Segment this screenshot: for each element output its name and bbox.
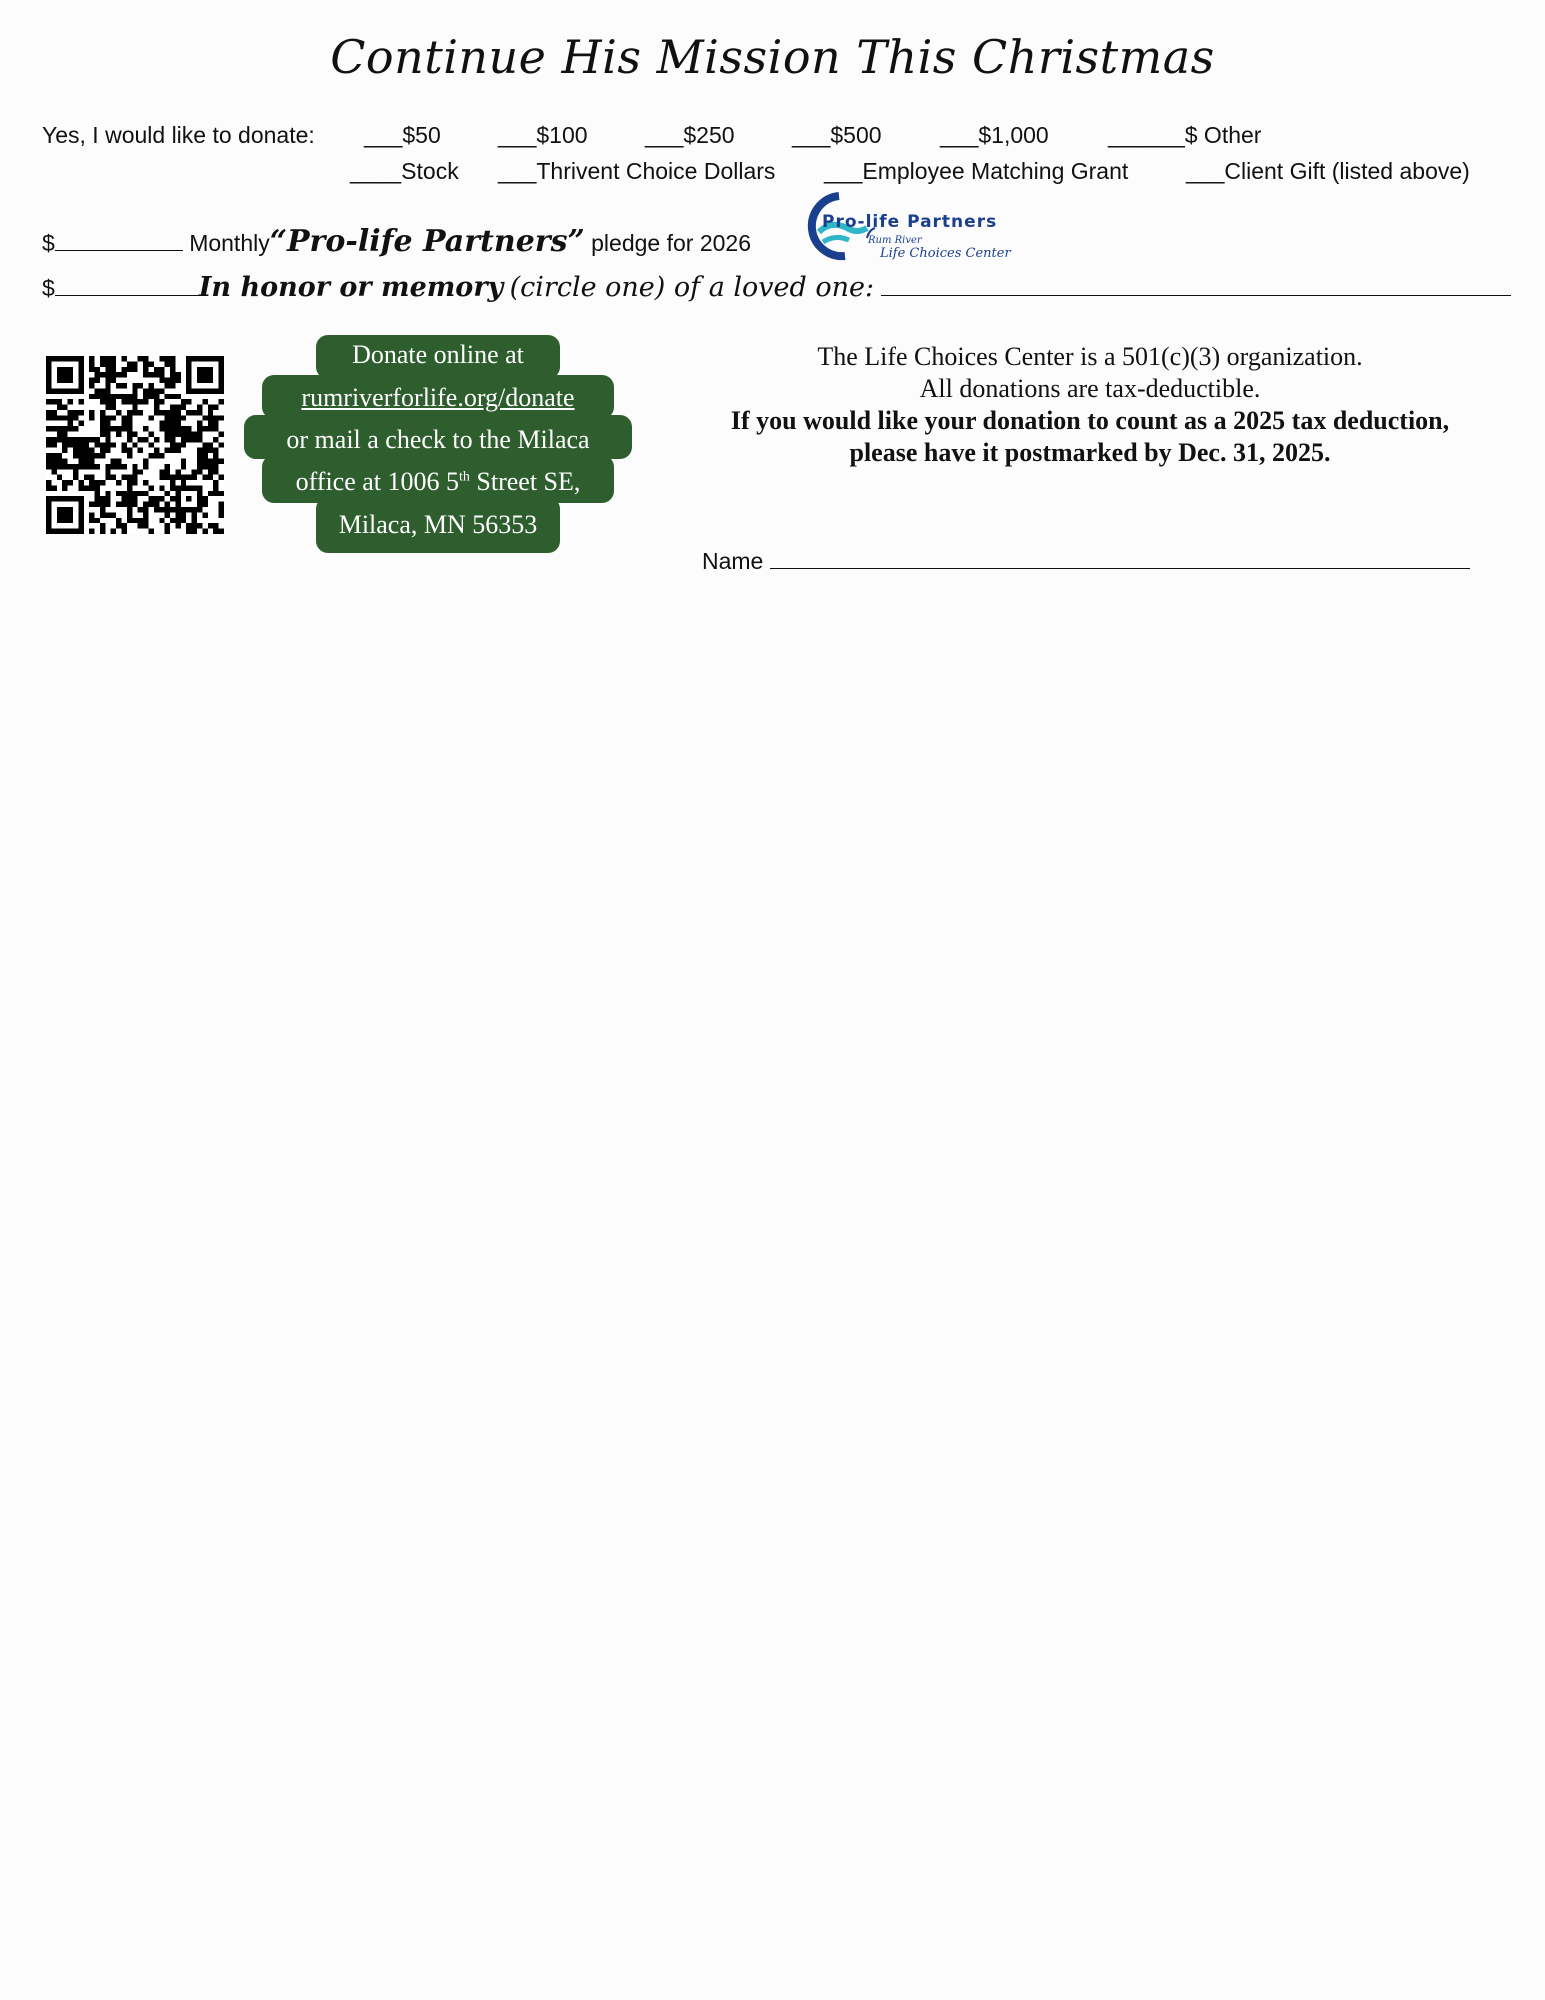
address-street-suffix: Street SE, (469, 467, 581, 496)
donate-option-250[interactable] (645, 122, 735, 149)
option-label: $500 (830, 122, 882, 148)
pledge-suffix: pledge for 2026 (591, 230, 751, 256)
tax-deadline-text: If you would like your donation to count as a 2025 tax deduction, (730, 406, 1450, 435)
option-blank: ____ (350, 158, 402, 184)
option-blank: ___ (364, 122, 403, 148)
dollar-sign: $ (42, 275, 55, 301)
name-label: Name (702, 548, 764, 574)
option-blank: ___ (792, 122, 831, 148)
option-label: Thrivent Choice Dollars (536, 158, 776, 184)
donate-option-thrivent[interactable] (498, 158, 775, 185)
name-row (702, 548, 1470, 575)
option-blank: ___ (498, 122, 537, 148)
donate-link[interactable]: rumriverforlife.org/donate (301, 383, 575, 412)
tax-status-text: The Life Choices Center is a 501(c)(3) organization. (817, 342, 1363, 371)
donate-option-1000[interactable] (940, 122, 1049, 149)
donate-option-client-gift[interactable] (1186, 158, 1470, 185)
donate-online-heading: Donate online at (352, 340, 524, 369)
option-label: Client Gift (listed above) (1224, 158, 1470, 184)
donate-option-100[interactable] (498, 122, 588, 149)
option-label: $50 (402, 122, 441, 148)
dollar-sign: $ (42, 230, 55, 256)
honor-memory-label: In honor or memory (198, 272, 504, 303)
office-address-line (244, 467, 632, 497)
donate-label: Yes, I would like to donate: (42, 122, 315, 148)
option-blank: ___ (824, 158, 863, 184)
honor-amount-field[interactable] (55, 275, 199, 296)
postmark-deadline-text: please have it postmarked by Dec. 31, 2025. (849, 438, 1331, 467)
option-blank: ___ (1186, 158, 1225, 184)
option-blank: ___ (498, 158, 537, 184)
option-blank: ______ (1108, 122, 1185, 148)
donate-option-50[interactable] (364, 122, 441, 149)
address-street-prefix: office at 1006 5 (295, 467, 460, 496)
option-label: $100 (536, 122, 588, 148)
address-superscript: th (459, 469, 470, 485)
option-label: Employee Matching Grant (862, 158, 1129, 184)
program-name: “Pro-life Partners” (269, 224, 585, 259)
qr-code-icon[interactable] (46, 356, 224, 534)
option-label: $250 (683, 122, 735, 148)
honor-memory-instruction: (circle one) of a loved one: (509, 272, 875, 303)
mail-check-text: or mail a check to the Milaca (286, 425, 590, 454)
option-blank: ___ (645, 122, 684, 148)
honor-memory-row (42, 272, 1511, 303)
logo-title: Pro-life Partners (822, 212, 998, 232)
donate-link-wrap (244, 383, 632, 413)
monthly-pledge-row (42, 224, 751, 259)
option-label: Stock (401, 158, 459, 184)
donate-option-stock[interactable] (350, 158, 459, 185)
page-title: Continue His Mission This Christmas (330, 30, 1215, 84)
option-blank: ___ (940, 122, 979, 148)
tax-deductible-text: All donations are tax-deductible. (919, 374, 1261, 403)
option-label: $ Other (1184, 122, 1262, 148)
loved-one-field[interactable] (881, 275, 1511, 296)
donate-option-500[interactable] (792, 122, 882, 149)
office-city-line: Milaca, MN 56353 (338, 510, 538, 539)
name-field[interactable] (770, 548, 1470, 569)
donate-option-other[interactable] (1108, 122, 1261, 149)
monthly-label: Monthly (189, 230, 270, 256)
logo-subtitle: Rum River (868, 235, 922, 246)
monthly-amount-field[interactable] (55, 230, 183, 251)
option-label: $1,000 (978, 122, 1049, 148)
logo-org-name: Life Choices Center (880, 246, 1011, 261)
donate-option-employee-match[interactable] (824, 158, 1128, 185)
